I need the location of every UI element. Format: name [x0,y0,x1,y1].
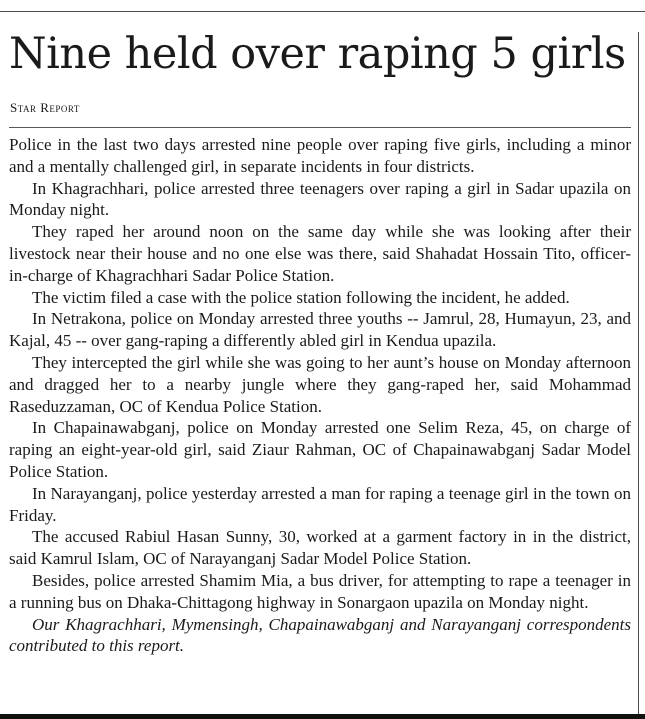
article-paragraph: In Khagrachhari, police arrested three teenagers over raping a girl in Sadar upazila on Monday night. [9,178,631,220]
byline-divider [9,127,631,128]
byline: Star Report [10,100,80,115]
article-body [9,134,631,657]
article-paragraph: In Netrakona, police on Monday arrested three youths -- Jamrul, 28, Humayun, 23, and Kajal, 45 -- over gang-raping a differently abled girl in Kendua upazila. [9,309,631,351]
right-column-rule [638,32,639,719]
article-paragraph: The accused Rabiul Hasan Sunny, 30, worked at a garment factory in in the district, said Kamrul Islam, OC of Narayanganj Sadar Model Police Station. [9,527,631,569]
article-paragraph: Police in the last two days arrested nine people over raping five girls, including a minor and a mentally challenged girl, in separate incidents in four districts. [9,135,631,176]
article-paragraph: They raped her around noon on the same day while she was looking after their livestock near their house and no one else was there, said Shahadat Hossain Tito, officer-in-charge of Khagrachhari Sadar Police Station. [9,222,631,285]
correspondents-credit: Our Khagrachhari, Mymensingh, Chapainawabganj and Narayanganj correspondents contributed to this report. [9,614,631,656]
article-paragraph: The victim filed a case with the police station following the incident, he added. [32,287,570,307]
bottom-rule [0,714,645,719]
article-paragraph: In Chapainawabganj, police on Monday arrested one Selim Reza, 45, on charge of raping an eight-year-old girl, said Ziaur Rahman, OC of Chapainawabganj Sadar Model Police Station. [9,418,631,481]
article-paragraph: In Narayanganj, police yesterday arrested a man for raping a teenage girl in the town on Friday. [9,483,631,525]
article-paragraph: They intercepted the girl while she was going to her aunt’s house on Monday afternoon and dragged her to a nearby jungle where they gang-raped her, said Mohammad Raseduzzaman, OC of Kendua Police Station. [9,352,631,416]
headline: Nine held over raping 5 girls [9,29,626,79]
article-paragraph: Besides, police arrested Shamim Mia, a bus driver, for attempting to rape a teenager in a running bus on Dhaka-Chittagong highway in Sonargaon upazila on Monday night. [9,570,631,612]
top-rule [0,11,645,12]
